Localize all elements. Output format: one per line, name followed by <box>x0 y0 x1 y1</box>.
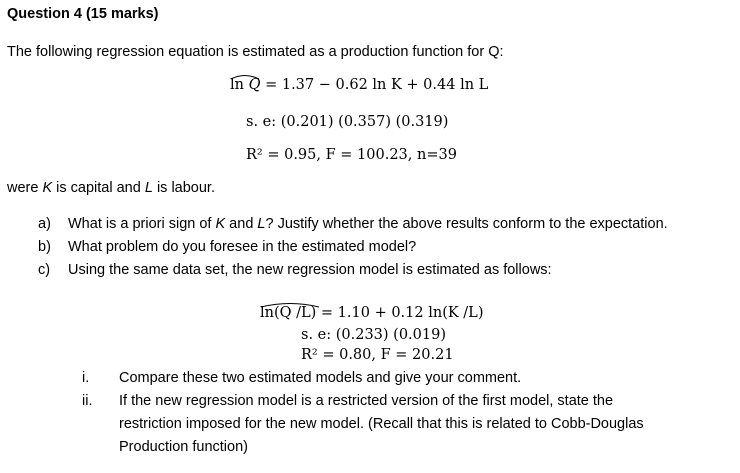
question-a-k: K <box>215 216 226 232</box>
question-a-l: L <box>257 216 266 232</box>
model1-rhs: = 1.37 − 0.62 ln K + 0.44 ln L <box>265 77 489 93</box>
model1-lhs-var: Q <box>248 77 261 93</box>
question-a-text-2: and <box>225 216 258 232</box>
question-c-label: c) <box>38 262 51 278</box>
question-a-text-1: What is a priori sign of <box>68 216 216 232</box>
model1-lhs <box>230 77 260 93</box>
model2-lhs <box>260 305 316 321</box>
variable-definition <box>7 180 215 196</box>
subquestion-ii-text-3: Production function) <box>119 439 248 455</box>
question-b-text: What problem do you foresee in the estimated model? <box>68 239 417 255</box>
question-a <box>38 216 668 232</box>
question-a-text-3: ? Justify whether the above results conform to the expectation. <box>265 216 668 232</box>
question-b <box>38 239 416 255</box>
definition-l: L <box>144 180 153 196</box>
question-c-text: Using the same data set, the new regression model is estimated as follows: <box>68 262 552 278</box>
definition-k: K <box>42 180 53 196</box>
definition-text-3: is labour. <box>152 180 215 196</box>
hat-accent-icon <box>230 74 260 80</box>
question-a-label: a) <box>38 216 51 232</box>
model2-rhs: = 1.10 + 0.12 ln(K /L) <box>316 305 484 321</box>
question-b-label: b) <box>38 239 51 255</box>
model2-standard-errors: s. e: (0.233) (0.019) <box>301 327 446 343</box>
model1-standard-errors: s. e: (0.201) (0.357) (0.319) <box>246 114 449 130</box>
model1-equation <box>230 77 488 93</box>
subquestion-ii-text-1: If the new regression model is a restricted version of the first model, state the <box>119 393 614 409</box>
question-title: Question 4 (15 marks) <box>7 6 159 22</box>
subquestion-ii-text-2: restriction imposed for the new model. (Recall that this is related to Cobb-Douglas <box>119 416 644 432</box>
subquestion-i-text: Compare these two estimated models and give your comment. <box>119 370 522 386</box>
model2-equation <box>260 305 483 321</box>
hat-accent-icon <box>260 302 320 308</box>
model2-lhs-text: ln(Q /L) <box>260 305 317 321</box>
subquestion-i <box>82 370 521 386</box>
question-c <box>38 262 552 278</box>
model1-statistics: R² = 0.95, F = 100.23, n=39 <box>246 147 457 163</box>
intro-text: The following regression equation is estimated as a production function for Q: <box>7 44 504 60</box>
model2-statistics: R² = 0.80, F = 20.21 <box>301 347 454 363</box>
definition-text-1: were <box>7 180 43 196</box>
subquestion-i-label: i. <box>82 370 90 386</box>
subquestion-ii-label: ii. <box>82 393 93 409</box>
definition-text-2: is capital and <box>52 180 145 196</box>
subquestion-ii <box>82 393 613 409</box>
model1-lhs-func: ln <box>230 77 244 93</box>
